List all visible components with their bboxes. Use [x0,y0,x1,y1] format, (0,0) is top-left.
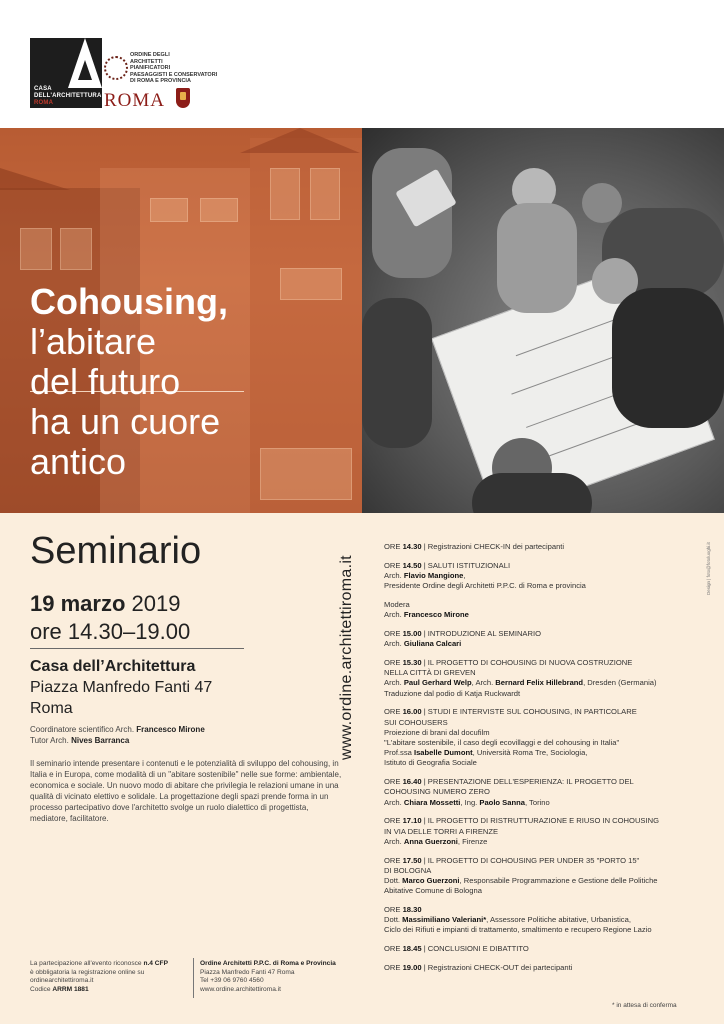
org-website[interactable]: www.ordine.architettiroma.it [200,985,281,993]
hero-title [30,282,228,482]
event-date [30,590,190,646]
speaker-role: Istituto di Geografia Sociale [384,758,477,768]
item-time: 18.45 [402,944,422,954]
moderator-label: Modera [384,600,410,609]
item-time: 14.50 [402,560,422,570]
speaker-title: Arch. [384,610,404,620]
program-item [384,777,704,808]
speaker-suffix: , Torino [524,797,550,807]
speaker-suffix: , Ing. [460,797,480,807]
speaker-name: Flavio Mangione [403,571,464,580]
item-detail: Proiezione di brani dal docufilm [384,727,490,737]
speaker-role: Ciclo dei Rifiuti e impianti di trattamento, smaltimento e recupero Regione Lazio [384,925,652,935]
hero-title-line: ha un cuore [30,401,221,442]
org-address: Piazza Manfredo Fanti 47 Roma [200,968,295,976]
speaker-suffix: , Assessore Politiche abitative, Urbanistica, [486,915,631,925]
program-item [384,707,704,768]
image-credit: Design | foto@fotoluoghi.it [706,542,711,595]
tutor-label: Tutor Arch. [30,736,69,745]
hero-title-line: del futuro [30,361,181,402]
item-title: | SALUTI ISTITUZIONALI [421,560,511,570]
window-shape [150,198,188,222]
item-ore: ORE [384,777,403,787]
speaker-name: Bernard Felix Hillebrand [495,678,584,688]
confirmation-note: * in attesa di conferma [612,1002,677,1009]
hero-title-line: antico [30,441,127,482]
casa-logo-city: ROMA [34,100,54,106]
roma-wordmark[interactable]: ROMA [104,90,166,111]
hero-title-bold: Cohousing, [30,281,228,322]
roof-shape [0,168,70,190]
program-item [384,561,704,592]
speaker-role: Traduzione dal podio di Katja Ruckwardt [384,688,521,698]
ordine-line: ARCHITETTI [130,58,163,65]
item-ore: ORE [384,629,403,638]
venue-city: Roma [30,700,73,717]
venue-address: Piazza Manfredo Fanti 47 [30,679,213,696]
header [0,0,724,128]
item-detail: "L'abitare sostenibile, il caso degli ecovillaggi e del cohousing in Italia" [384,738,620,748]
item-ore: ORE [384,944,403,954]
speaker-suffix: , Responsabile Programmazione e Gestione delle Politiche [459,876,658,886]
program-item [384,856,704,897]
item-ore: ORE [384,855,403,865]
footer-text: è obbligatoria la registrazione online su [30,968,145,976]
speaker-suffix: , Dresden (Germania) [583,678,657,688]
ordine-logo-text[interactable] [130,52,217,85]
item-title: | STUDI E INTERVISTE SUL COHOUSING, IN PARTICOLARE [421,707,637,717]
item-ore: ORE [384,905,403,915]
speaker-name: Paolo Sanna [479,797,525,807]
window-shape [200,198,238,222]
footer-text: La partecipazione all'evento riconosce [30,960,144,967]
casa-logo-text [34,86,102,107]
speaker-name: Chiara Mossetti [403,797,461,807]
window-shape [270,168,300,220]
event-date-year: 2019 [131,591,181,616]
casa-logo-line-1: CASA [34,86,52,92]
ordine-line: ORDINE DEGLI [130,52,170,58]
footer-contact-info [200,960,370,994]
speaker-name: Isabelle Dumont [413,748,473,758]
roma-crest-icon [176,88,190,108]
logo-triangle-cut [78,60,92,80]
speaker-title: Arch. [384,571,404,580]
item-title-cont: IN VIA DELLE TORRI A FIRENZE [384,826,499,836]
speaker-name: Massimiliano Valeriani* [402,915,487,925]
window-shape [260,448,352,500]
person-body [362,298,432,448]
item-title-cont: SUI COHOUSERS [384,717,448,727]
speaker-title: Arch. [384,639,404,649]
program-item [384,629,704,649]
item-ore: ORE [384,560,403,570]
event-date-day: 19 marzo [30,591,126,616]
item-time: 18.30 [402,905,422,915]
item-title-cont: COHOUSING NUMERO ZERO [384,787,490,797]
speaker-title: Dott. [384,876,403,886]
item-ore: ORE [384,542,403,551]
speaker-name: Marco Guerzoni [402,876,460,886]
event-code: ARRM 1881 [52,985,89,993]
ordine-seal-icon [104,56,128,80]
item-title-cont: NELLA CITTÀ DI GREVEN [384,668,476,678]
speaker-role: Abitative Comune di Bologna [384,886,482,896]
speaker-title: Arch. [384,836,404,846]
roof-shape [240,128,360,153]
item-title: | IL PROGETTO DI COHOUSING PER UNDER 35 "PORTO 15" [421,855,640,865]
item-time: 17.10 [402,816,422,826]
speaker-title: Dott. [384,915,403,925]
speaker-name: Paul Gerhard Welp [403,678,472,688]
tutor-name: Nives Barranca [71,736,130,745]
casa-architettura-logo[interactable] [30,38,102,108]
coord-name: Francesco Mirone [136,725,205,734]
item-title: | IL PROGETTO DI RISTRUTTURAZIONE E RIUSO IN COHOUSING [421,816,659,826]
speaker-suffix: , Arch. [471,678,496,688]
speaker-suffix: , Firenze [457,836,488,846]
window-shape [280,268,342,300]
item-title: | PRESENTAZIONE DELL'ESPERIENZA: IL PROGETTO DEL [421,777,634,787]
window-shape [310,168,340,220]
item-time: 17.50 [402,855,422,865]
speaker-name: Anna Guerzoni [403,836,458,846]
casa-logo-line-2: DELL'ARCHITETTURA [34,93,102,99]
item-time: 14.30 [402,542,422,551]
program-item [384,905,704,936]
org-phone[interactable]: Tel +39 06 9760 4560 [200,977,264,985]
item-ore: ORE [384,658,403,667]
item-time: 16.00 [402,707,422,717]
speaker-role: Presidente Ordine degli Architetti P.P.C. di Roma e provincia [384,581,586,591]
date-divider [30,648,244,649]
footer-divider [193,958,194,998]
website-vertical-link[interactable]: www.ordine.architettiroma.it [338,555,355,760]
venue-name: Casa dell’Architettura [30,658,196,675]
event-venue [30,656,212,719]
item-time: 16.40 [402,777,422,787]
program-item [384,542,704,552]
item-title: | Registrazioni CHECK-OUT dei partecipanti [421,963,573,973]
person-body [497,203,577,313]
event-time: ore 14.30–19.00 [30,619,191,644]
speaker-title: Arch. [384,678,404,688]
item-title: | Registrazioni CHECK-IN dei partecipanti [421,542,565,551]
event-description: Il seminario intende presentare i contenuti e le potenzialità di sviluppo del cohousing, in Italia e in Europa, come modalità di un "abitare sostenibile" nelle sue forme: ambientale, economica e sociale. Un nuovo modo di abitare che privilegia le relazioni umane in una qualità di vicinato elettivo e solidale. La progettazione degli spazi prende forma in un processo partecipativo dove l'architetto svolge un ruolo dialettico di progettista, mediatore, facilitatore. [30,759,342,823]
item-ore: ORE [384,816,403,826]
program-item [384,658,704,699]
speaker-suffix: , [463,571,466,580]
program-item [384,944,704,954]
person-body [472,473,592,513]
program-item [384,600,704,620]
item-title: | IL PROGETTO DI COHOUSING DI NUOVA COSTRUZIONE [421,658,633,667]
cfp-credits: n.4 CFP [143,960,168,967]
item-title: | CONCLUSIONI E DIBATTITO [421,944,529,954]
window-shape [60,228,92,270]
item-ore: ORE [384,963,403,973]
footer-registration-info [30,960,190,994]
item-time: 19.00 [402,963,422,973]
window-shape [20,228,52,270]
item-title: | INTRODUZIONE AL SEMINARIO [421,629,542,638]
program-list [384,542,704,982]
speaker-title: Arch. [384,797,404,807]
coordinators [30,724,205,746]
speaker-name: Francesco Mirone [403,610,469,620]
person-body [612,288,724,428]
speaker-suffix: , Università Roma Tre, Sociologia, [472,748,588,758]
event-type-heading: Seminario [30,530,202,572]
ordine-line: PAESAGGISTI E CONSERVATORI [130,71,218,78]
org-name: Ordine Architetti P.P.C. di Roma e Provincia [200,960,336,967]
footer-text: Codice [30,985,53,993]
program-item [384,963,704,973]
speaker-title: Prof.ssa [384,748,414,758]
ordine-line: PIANIFICATORI [130,65,171,71]
program-item [384,816,704,847]
item-title-cont: DI BOLOGNA [384,865,432,875]
hero-workshop-photo [362,128,724,513]
ordine-line: DI ROMA E PROVINCIA [130,78,191,84]
hero-title-line: l’abitare [30,321,157,362]
registration-link[interactable]: ordinearchitettiroma.it [30,977,94,985]
item-time: 15.00 [402,629,422,638]
speaker-name: Giuliana Calcari [403,639,462,649]
coord-label: Coordinatore scientifico Arch. [30,725,135,734]
item-time: 15.30 [402,658,422,667]
item-ore: ORE [384,707,403,717]
